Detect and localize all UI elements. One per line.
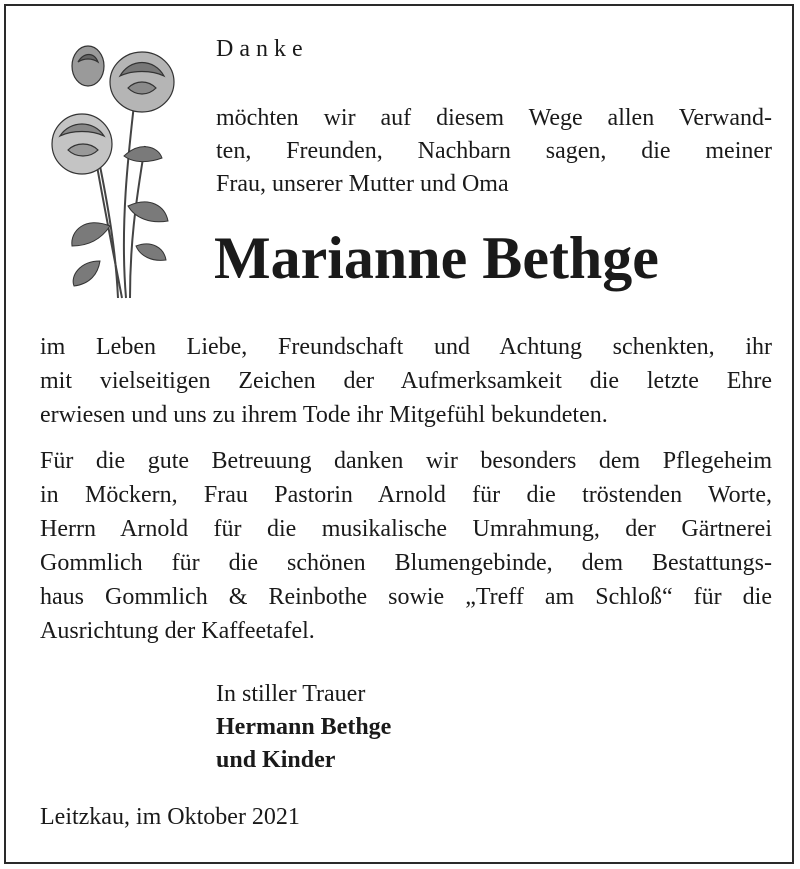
intro-line: möchten wir auf diesem Wege allen Verwand-	[216, 105, 772, 131]
signature-line-name: Hermann Bethge	[216, 714, 392, 740]
text-line: in Möckern, Frau Pastorin Arnold für die tröstenden Worte,	[40, 482, 772, 508]
signature-line-family: und Kinder	[216, 747, 336, 773]
text-line: erwiesen und uns zu ihrem Tode ihr Mitgefühl bekundeten.	[40, 402, 608, 428]
intro-text	[216, 102, 772, 201]
text-line: mit vielseitigen Zeichen der Aufmerksamkeit die letzte Ehre	[40, 368, 772, 394]
danke-heading: Danke	[216, 36, 309, 62]
thanks-paragraph-1	[40, 330, 772, 432]
deceased-name: Marianne Bethge	[214, 225, 659, 291]
text-line: Für die gute Betreuung danken wir besonders dem Pflegeheim	[40, 448, 772, 474]
intro-line: ten, Freunden, Nachbarn sagen, die meiner	[216, 138, 772, 164]
signature-line-mourning: In stiller Trauer	[216, 681, 366, 707]
thanks-paragraph-2	[40, 444, 772, 648]
place-date: Leitzkau, im Oktober 2021	[40, 804, 300, 830]
text-line: Herrn Arnold für die musikalische Umrahmung, der Gärtnerei	[40, 516, 772, 542]
obituary-card	[4, 4, 794, 864]
roses-illustration-icon	[40, 36, 190, 306]
text-line: haus Gommlich & Reinbothe sowie „Treff am Schloß“ für die	[40, 584, 772, 610]
text-line: Gommlich für die schönen Blumengebinde, dem Bestattungs-	[40, 550, 772, 576]
text-line: Ausrichtung der Kaffeetafel.	[40, 618, 315, 644]
intro-line: Frau, unserer Mutter und Oma	[216, 171, 509, 197]
text-line: im Leben Liebe, Freundschaft und Achtung schenkten, ihr	[40, 334, 772, 360]
signature-block	[216, 678, 391, 777]
